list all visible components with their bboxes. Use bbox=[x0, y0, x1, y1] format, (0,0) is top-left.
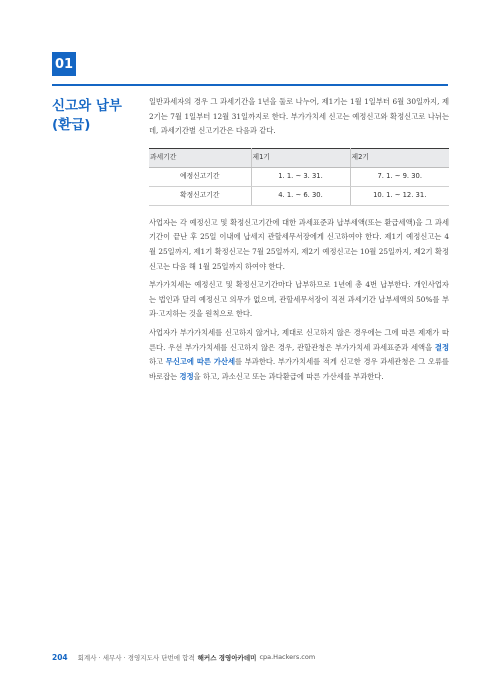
table-cell: 1. 1. ~ 3. 31. bbox=[251, 167, 350, 186]
payment-paragraph: 부가가치세는 예정신고 및 확정신고기간마다 납부하므로 1년에 총 4번 납부한다. 개인사업자는 법인과 달리 예정신고 의무가 없으며, 관할세무서장이 직전 과세기간 납부세액의 50%를 부과·고지하는 것을 원칙으로 한다. bbox=[149, 280, 449, 319]
table-cell: 10. 1. ~ 12. 31. bbox=[350, 186, 449, 205]
table-cell: 예정신고기간 bbox=[149, 167, 251, 186]
table-cell: 4. 1. ~ 6. 30. bbox=[251, 186, 350, 205]
header-divider bbox=[52, 84, 448, 86]
penalty-paragraph bbox=[149, 326, 449, 384]
footer-text: 회계사 · 세무사 · 경영지도사 단번에 합격 bbox=[77, 653, 195, 662]
intro-paragraph: 일반과세자의 경우 그 과세기간을 1년을 둘로 나누어, 제1기는 1월 1일부터 6월 30일까지, 제2기는 7월 1일부터 12월 31일까지로 한다. 부가가치세 신고는 예정신고와 확정신고로 나뉘는데, 과세기간별 신고기간은 다음과 같다. bbox=[149, 97, 449, 136]
highlight-term: 경정 bbox=[179, 371, 194, 381]
page-number: 204 bbox=[52, 652, 68, 662]
footer-brand: 해커스 경영아카데미 bbox=[197, 653, 257, 662]
section-title bbox=[52, 97, 140, 135]
table-cell: 확정신고기간 bbox=[149, 186, 251, 205]
footer-url: cpa.Hackers.com bbox=[259, 653, 316, 661]
section-content bbox=[149, 95, 449, 384]
table-row bbox=[149, 167, 449, 186]
table-row bbox=[149, 186, 449, 205]
highlight-term: 무신고에 따른 가산세 bbox=[165, 357, 235, 367]
table-header-cell: 제1기 bbox=[251, 148, 350, 167]
penalty-text: 하고 bbox=[149, 357, 166, 367]
table-header-row bbox=[149, 148, 449, 167]
penalty-text: 를 부과한다. 부가가치세를 적게 신고한 경우 과세관청은 그 오류를 바로잡는 bbox=[149, 357, 449, 381]
section-number-badge: 01 bbox=[52, 52, 76, 76]
highlight-term: 결정 bbox=[434, 342, 449, 352]
filing-deadline-paragraph: 사업자는 각 예정신고 및 확정신고기간에 대한 과세표준과 납부세액(또는 환급세액)을 그 과세기간이 끝난 후 25일 이내에 납세지 관할세무서장에게 신고하여야 한다. 제1기 예정신고는 4월 25일까지, 제1기 확정신고는 7월 25일까지, 제2기 예정신고는 10월 25일까지, 제2기 확정신고는 다음 해 1월 25일까지 하여야 한다. bbox=[149, 217, 449, 271]
filing-period-table bbox=[149, 148, 449, 206]
penalty-text: 사업자가 부가가치세를 신고하지 않거나, 제대로 신고하지 않은 경우에는 그에 따른 제재가 따른다. 우선 부가가치세를 신고하지 않은 경우, 관할관청은 부가가치세 과세표준과 세액을 bbox=[149, 327, 449, 352]
page-footer bbox=[52, 651, 452, 663]
table-header-cell: 과세기간 bbox=[149, 148, 251, 167]
penalty-text: 을 하고, 과소신고 또는 과다환급에 따른 가산세를 부과한다. bbox=[193, 371, 384, 381]
section-title-line1: 신고와 납부 bbox=[52, 98, 122, 114]
section-title-line2: (환급) bbox=[52, 117, 91, 133]
table-header-cell: 제2기 bbox=[350, 148, 449, 167]
table-cell: 7. 1. ~ 9. 30. bbox=[350, 167, 449, 186]
